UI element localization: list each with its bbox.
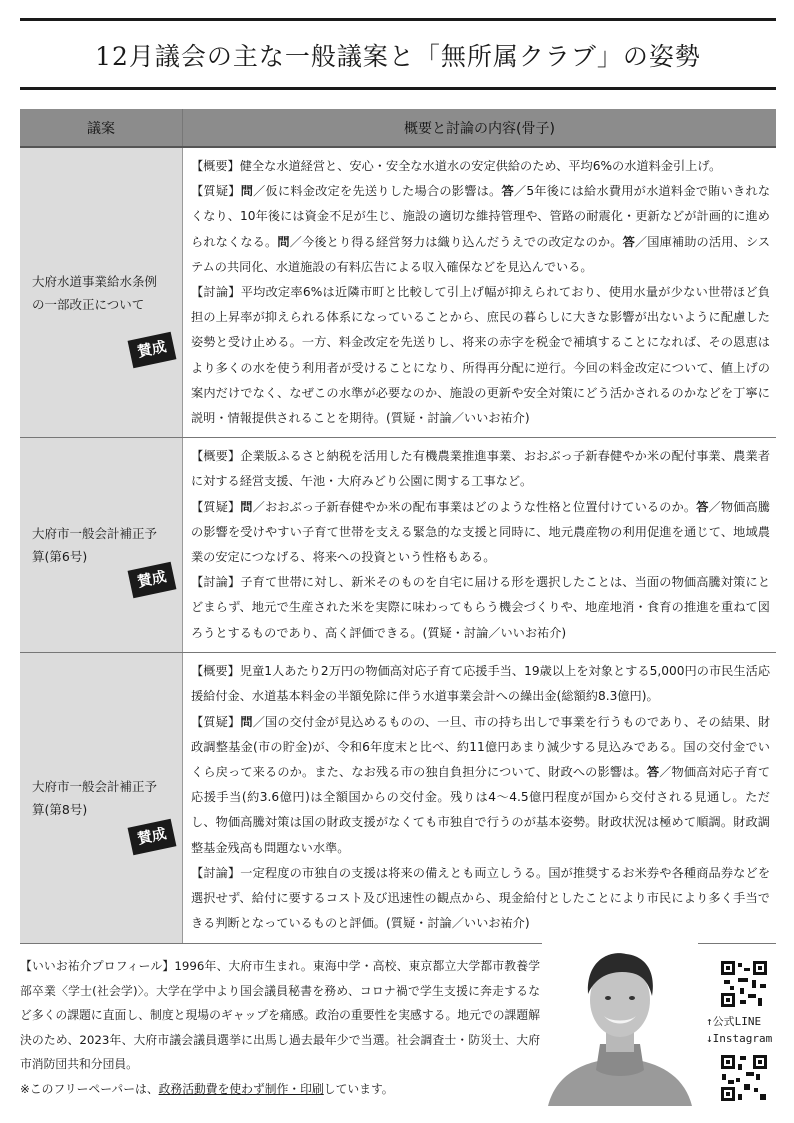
tag-situgi: 【質疑】: [191, 184, 241, 199]
summary-cell: [183, 652, 777, 943]
answer-mark: 答: [622, 234, 635, 249]
tag-situgi: 【質疑】: [191, 714, 241, 729]
tag-toron: 【討論】: [191, 575, 241, 590]
table-row: [20, 652, 776, 943]
bills-table: [20, 109, 776, 944]
answer-text: ／物価高騰の影響を受けやすい子育て世帯を支える緊急的な支援と同時に、地元農産物の利用促進を通じて、地域農業の安定につなげる、将来への投資という性格もある。: [191, 499, 771, 565]
answer-mark: 答: [646, 765, 660, 780]
question-text: ／国の交付金が見込めるものの、一旦、市の持ち出しで事業を行うものであり、その結果、財政調整基金(市の貯金)が、令和6年度末と比べ、約11億円あまり減少する見込みである。国の交付金でいくら戻って来るのか。また、なお残る市の独自負担分について、財政への影響は。: [191, 714, 771, 780]
vote-badge: 賛成: [128, 819, 177, 856]
question-text: ／今後とり得る経営努力は織り込んだうえでの改定なのか。: [289, 234, 623, 249]
answer-mark: 答: [501, 184, 514, 199]
question-mark: 問: [277, 234, 290, 249]
gaiyo-text: 児童1人あたり2万円の物価高対応子育て応援手当、19歳以上を対象とする5,000円の市民生活応援給付金、水道基本料金の半額免除に伴う水道事業会計への繰出金(総額約8.3億円)。: [191, 664, 771, 704]
instagram-caption: ↓Instagram: [706, 1032, 773, 1045]
profile-section: [20, 954, 540, 1101]
title-bar: [20, 18, 776, 90]
tag-gaiyo: 【概要】: [191, 159, 240, 173]
bill-name-line: 大府市一般会計補正予: [32, 526, 158, 542]
bill-name-line: 算(第8号): [32, 801, 88, 817]
bill-name-cell: [20, 652, 183, 943]
question-text: ／仮に料金改定を先送りした場合の影響は。: [253, 184, 502, 199]
instagram-qr-code[interactable]: [720, 1054, 768, 1102]
tag-gaiyo: 【概要】: [191, 664, 240, 679]
profile-photo: [542, 936, 698, 1106]
line-qr-code[interactable]: [720, 960, 768, 1008]
header-summary: 概要と討論の内容(骨子): [183, 109, 777, 147]
question-mark: 問: [240, 714, 253, 729]
summary-cell: [183, 438, 777, 653]
tag-toron: 【討論】: [191, 865, 241, 880]
bill-name-line: 大府市一般会計補正予: [32, 778, 158, 794]
table-header: [20, 109, 776, 147]
question-mark: 問: [240, 499, 253, 514]
answer-mark: 答: [696, 499, 709, 514]
gaiyo-text: 健全な水道経営と、安心・安全な水道水の安定供給のため、平均6%の水道料金引上げ。: [239, 159, 722, 173]
vote-badge: 賛成: [128, 562, 177, 599]
tag-situgi: 【質疑】: [191, 499, 241, 514]
note-prefix: ※このフリーペーパーは、: [20, 1081, 159, 1096]
note-suffix: しています。: [323, 1081, 394, 1096]
line-caption: ↑公式LINE: [706, 1015, 762, 1028]
header-bill: 議案: [20, 109, 183, 147]
table-row: [20, 438, 776, 653]
gaiyo-text: 企業版ふるさと納税を活用した有機農業推進事業、おおぶっ子新春健やか米の配付事業、農業者に対する経営支援、午池・大府みどり公園に関する工事など。: [191, 449, 771, 489]
question-mark: 問: [240, 184, 254, 199]
bill-name-line: の一部改正について: [32, 296, 145, 312]
toron-text: 子育て世帯に対し、新米そのものを自宅に届ける形を選択したことは、当面の物価高騰対策にとどまらず、地元で生産された米を実際に味わってもらう機会づくりや、地産地消・食育の推進を重ねて図ろうとするものであり、高く評価できる。(質疑・討論／いいお祐介): [191, 575, 771, 640]
profile-text: 【いいお祐介プロフィール】1996年、大府市生まれ。東海中学・高校、東京都立大学都市教養学部卒業〈学士(社会学)〉。大学在学中より国会議員秘書を務め、コロナ禍で学生支援に奔走するなど多くの課題に直面し、制度と現場のギャップを痛感。政治の重要性を実感する。地元での課題解決のため、2023年、大府市議会議員選挙に出馬し過去最年少で当選。社会調査士・防災士、大府市消防団共和分団員。: [20, 959, 540, 1071]
bill-name-line: 算(第6号): [32, 549, 88, 565]
toron-text: 一定程度の市独自の支援は将来の備えとも両立しうる。国が推奨するお米券や各種商品券などを選択せず、給付に要するコスト及び迅速性の観点から、現金給付としたことにより市民により多く手当できる判断となっているものと評価。(質疑・討論／いいお祐介): [191, 865, 771, 931]
page-title: 12月議会の主な一般議案と「無所属クラブ」の姿勢: [95, 42, 701, 71]
tag-gaiyo: 【概要】: [191, 449, 241, 464]
answer-text: ／物価高対応子育て応援手当(約3.6億円)は全額国からの交付金。残りは4～4.5億円程度が国から交付される見通し。ただし、物価高騰対策は国の財政支援がなくても市独自で行うのが基本姿勢。財政状況は極めて順調。財政調整基金残高も問題ない水準。: [191, 765, 771, 855]
tag-toron: 【討論】: [191, 285, 241, 300]
vote-badge: 賛成: [128, 332, 177, 369]
toron-text: 平均改定率6%は近隣市町と比較して引上げ幅が抑えられており、使用水量が少ない世帯ほど負担の上昇率が抑えられる体系になっていることから、庶民の暮らしに大きな影響が出ないように配慮した姿勢と受け止める。一方、料金改定を先送りし、将来の赤字を税金で補填することになれば、その恩恵はより多くの水を使う利用者が受けることになり、所得再分配に逆行。今回の料金改定について、値上げの案内だけでなく、なぜこの水準が必要なのか、施設の更新や安全対策にどう活かされるのかなどを丁寧に説明・情報提供されることを期待。(質疑・討論／いいお祐介): [191, 285, 770, 426]
bill-name-cell: [20, 147, 183, 438]
note-underlined: 政務活動費を使わず制作・印刷: [158, 1081, 324, 1096]
summary-cell: [183, 147, 777, 438]
table-row: [20, 147, 776, 438]
bill-name-line: 大府水道事業給水条例: [32, 273, 158, 289]
answer-text: ／国庫補助の活用、システムの共同化、水道施設の有料広告による収入確保などを見込んでいる。: [191, 234, 771, 274]
profile-note: [20, 1077, 540, 1102]
question-text: ／おおぶっ子新春健やか米の配布事業はどのような性格と位置付けているのか。: [252, 499, 697, 514]
answer-text: ／5年後には給水費用が水道料金で賄いきれなくなり、10年後には資金不足が生じ、施設の適切な維持管理や、管路の耐震化・更新などが計画的に進められなくなる。: [191, 184, 771, 249]
bill-name-cell: [20, 438, 183, 653]
